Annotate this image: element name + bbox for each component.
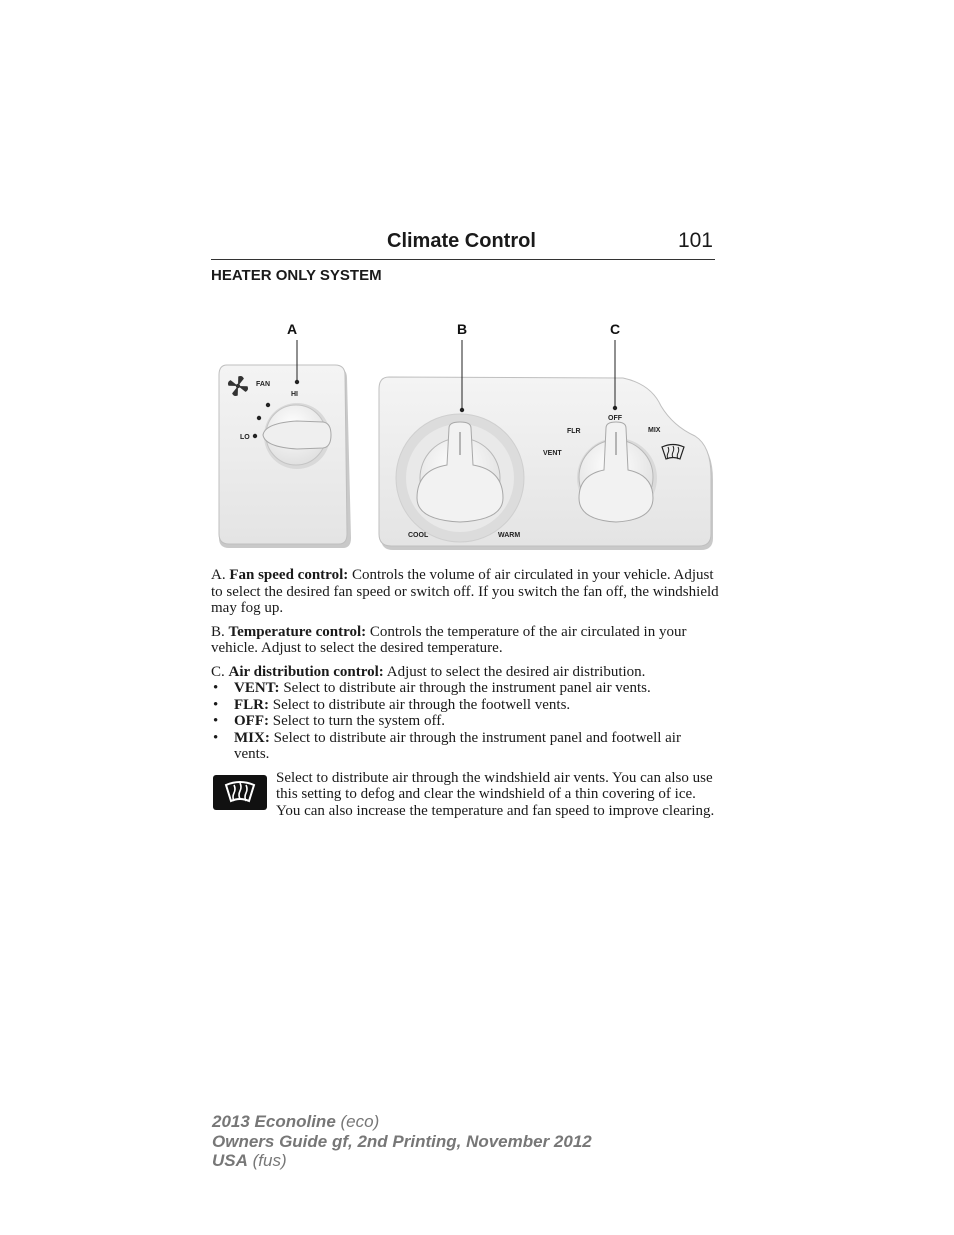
bullet-text: Select to distribute air through the instrument panel and footwell air vents. xyxy=(234,729,681,762)
callout-b: B xyxy=(456,321,468,337)
bullet-term: FLR: xyxy=(234,696,269,713)
callout-c: C xyxy=(609,321,621,337)
defrost-note xyxy=(211,770,719,820)
fan-speed-panel xyxy=(219,340,351,548)
item-c-term: Air distribution control: xyxy=(228,663,384,680)
body-text xyxy=(211,567,719,819)
air-distribution-list xyxy=(211,680,719,763)
bullet-text: Select to turn the system off. xyxy=(269,713,445,729)
footer-region-code: (fus) xyxy=(247,1151,287,1170)
list-item xyxy=(211,680,719,697)
flr-label: FLR xyxy=(567,428,581,435)
list-item xyxy=(211,730,719,763)
fan-hi-label: HI xyxy=(291,391,298,398)
footer-model-line xyxy=(212,1112,592,1132)
list-item xyxy=(211,697,719,714)
windshield-defrost-icon xyxy=(213,775,267,810)
item-c-text: Adjust to select the desired air distribution. xyxy=(383,663,646,680)
bullet-term: OFF: xyxy=(234,713,269,729)
bullet-term: MIX: xyxy=(234,729,270,746)
page-footer xyxy=(212,1112,592,1171)
defrost-text: Select to distribute air through the windshield air vents. You can also use this setting to defog and clear the windshield of a thin covering of ice. You can also increase the temperature and fan speed to improve clearing. xyxy=(276,769,715,819)
callout-a: A xyxy=(286,321,298,337)
list-item xyxy=(211,713,719,730)
footer-guide: Owners Guide gf, 2nd Printing, November 2012 xyxy=(212,1131,592,1151)
footer-region: USA xyxy=(212,1151,248,1170)
temperature-air-panel xyxy=(379,340,713,550)
bullet-term: VENT: xyxy=(234,680,280,696)
mix-label: MIX xyxy=(648,427,661,434)
item-b-term: Temperature control: xyxy=(228,623,367,640)
page-header xyxy=(211,228,715,260)
fan-lo-label: LO xyxy=(240,434,250,441)
chapter-title: Climate Control xyxy=(387,230,536,252)
vent-label: VENT xyxy=(543,450,562,457)
footer-region-line xyxy=(212,1151,592,1171)
cool-label: COOL xyxy=(408,532,429,539)
footer-model-code: (eco) xyxy=(335,1112,380,1131)
item-b-text: Controls the temperature of the air circulated in your vehicle. Adjust to select the desired temperature. xyxy=(211,623,687,656)
page-number: 101 xyxy=(677,229,713,252)
footer-guide-line xyxy=(212,1132,592,1152)
off-label: OFF xyxy=(608,415,622,422)
bullet-text: Select to distribute air through the instrument panel air vents. xyxy=(279,680,651,696)
item-a-text: Controls the volume of air circulated in your vehicle. Adjust to select the desired fan speed or switch off. If you switch the fan off, the windshield may fog up. xyxy=(211,567,719,616)
item-c-prefix: C. xyxy=(211,663,229,680)
item-b xyxy=(211,624,719,657)
fan-label: FAN xyxy=(256,381,270,388)
section-title: HEATER ONLY SYSTEM xyxy=(211,267,382,284)
item-a-prefix: A. xyxy=(211,567,230,583)
bullet-text: Select to distribute air through the footwell vents. xyxy=(269,696,571,713)
warm-label: WARM xyxy=(498,532,521,539)
footer-model: 2013 Econoline xyxy=(212,1112,336,1131)
item-a xyxy=(211,567,719,617)
item-b-prefix: B. xyxy=(211,623,229,640)
heater-controls-figure xyxy=(205,310,725,560)
item-c xyxy=(211,664,719,681)
item-a-term: Fan speed control: xyxy=(229,567,349,583)
